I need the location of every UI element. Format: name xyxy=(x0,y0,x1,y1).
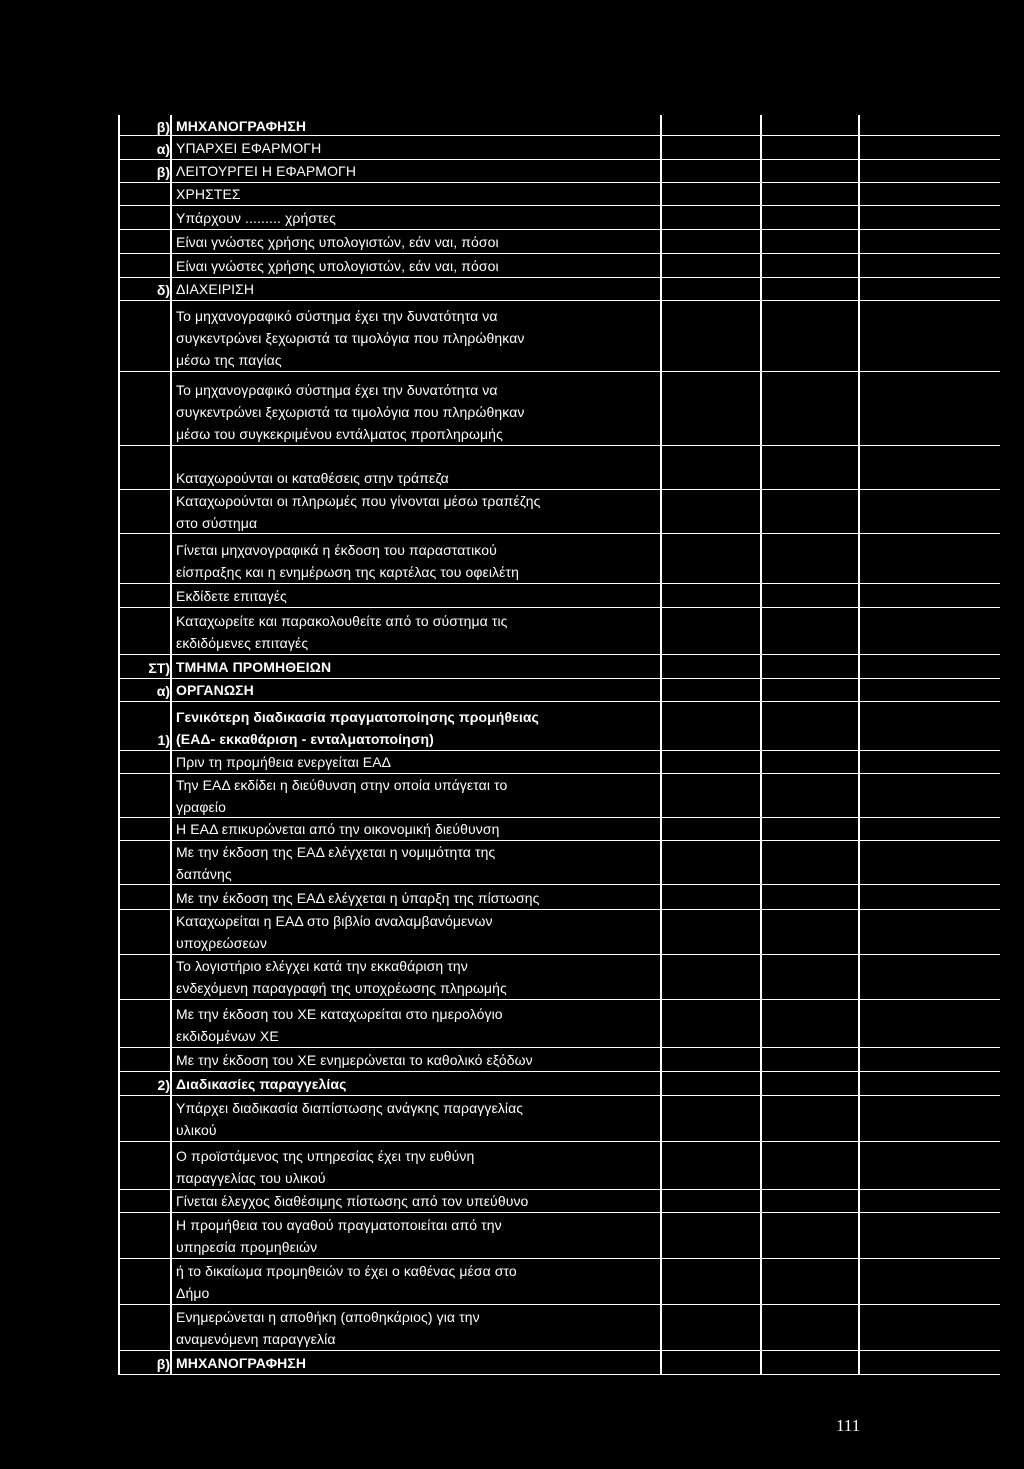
row-text: Εκδίδετε επιταγές xyxy=(176,588,287,604)
column-divider xyxy=(760,115,762,1375)
table-row xyxy=(118,774,1000,818)
row-marker: δ) xyxy=(156,282,170,298)
row-text: ΜΗΧΑΝΟΓΡΑΦΗΣΗ xyxy=(176,118,307,134)
row-text: ΤΜΗΜΑ ΠΡΟΜΗΘΕΙΩΝ xyxy=(176,659,332,675)
table-row xyxy=(118,608,1000,655)
table-row xyxy=(118,206,1000,230)
table-row xyxy=(118,910,1000,955)
row-text: Γενικότερη διαδικασία πραγματοποίησης προμήθειας (ΕΑΔ- εκκαθάριση - ενταλματοποίηση) xyxy=(176,709,539,747)
table-row xyxy=(118,136,1000,160)
row-marker: β) xyxy=(156,164,170,180)
row-text: Με την έκδοση του ΧΕ καταχωρείται στο ημερολόγιο εκδιδομένων ΧΕ xyxy=(176,1006,503,1044)
table-row xyxy=(118,1096,1000,1142)
table-row xyxy=(118,655,1000,679)
row-text: Καταχωρούνται οι καταθέσεις στην τράπεζα xyxy=(176,470,449,486)
table-row xyxy=(118,584,1000,608)
column-divider xyxy=(118,115,120,1375)
table-row xyxy=(118,490,1000,534)
table-row xyxy=(118,818,1000,841)
row-marker: 2) xyxy=(157,1077,170,1093)
table-row xyxy=(118,1351,1000,1375)
row-text: Με την έκδοση του ΧΕ ενημερώνεται το καθολικό εξόδων xyxy=(176,1052,533,1068)
page-number: 111 xyxy=(836,1416,861,1435)
table-row xyxy=(118,1048,1000,1072)
row-text: Το λογιστήριο ελέγχει κατά την εκκαθάριση την ενδεχόμενη παραγραφή της υποχρέωσης πληρωμής xyxy=(176,958,507,996)
row-text: Με την έκδοση της ΕΑΔ ελέγχεται η ύπαρξη της πίστωσης xyxy=(176,890,540,906)
row-text: Την ΕΑΔ εκδίδει η διεύθυνση στην οποία υπάγεται το γραφείο xyxy=(176,777,508,815)
table-row xyxy=(118,254,1000,278)
row-text: ΔΙΑΧΕΙΡΙΣΗ xyxy=(176,281,255,297)
row-marker: 1) xyxy=(157,732,170,748)
row-text: Καταχωρείτε και παρακολουθείτε από το σύστημα τις εκδιδόμενες επιταγές xyxy=(176,613,508,651)
table-row xyxy=(118,115,1000,136)
row-text: Με την έκδοση της ΕΑΔ ελέγχεται η νομιμότητα της δαπάνης xyxy=(176,844,496,882)
row-text: Διαδικασίες παραγγελίας xyxy=(176,1076,347,1092)
table-row xyxy=(118,1072,1000,1096)
table-row xyxy=(118,160,1000,183)
row-text: Είναι γνώστες χρήσης υπολογιστών, εάν ναι, πόσοι xyxy=(176,234,499,250)
table-row xyxy=(118,702,1000,751)
row-text: Το μηχανογραφικό σύστημα έχει την δυνατότητα να συγκεντρώνει ξεχωριστά τα τιμολόγια που πληρώθηκαν μέσω του συγκεκριμένου εντάλματος προπληρωμής xyxy=(176,382,525,442)
table-row xyxy=(118,885,1000,910)
row-marker: ΣΤ) xyxy=(148,660,170,676)
table-row xyxy=(118,955,1000,1000)
row-text: Υπάρχουν ......... χρήστες xyxy=(176,210,336,226)
table-row xyxy=(118,1000,1000,1048)
table-row xyxy=(118,1305,1000,1351)
column-divider xyxy=(660,115,662,1375)
row-text: ή το δικαίωμα προμηθειών το έχει ο καθένας μέσα στο Δήμο xyxy=(176,1263,517,1301)
table-row xyxy=(118,278,1000,301)
table-row xyxy=(118,534,1000,584)
column-divider xyxy=(170,115,172,1375)
row-text: Πριν τη προμήθεια ενεργείται ΕΑΔ xyxy=(176,754,392,770)
row-text: ΟΡΓΑΝΩΣΗ xyxy=(176,682,254,698)
row-text: ΛΕΙΤΟΥΡΓΕΙ Η ΕΦΑΡΜΟΓΗ xyxy=(176,163,357,179)
table-row xyxy=(118,841,1000,885)
table-row xyxy=(118,183,1000,206)
row-text: Υπάρχει διαδικασία διαπίστωσης ανάγκης παραγγελίας υλικού xyxy=(176,1100,524,1138)
table-row xyxy=(118,1213,1000,1259)
row-marker: α) xyxy=(156,683,170,699)
row-text: Το μηχανογραφικό σύστημα έχει την δυνατότητα να συγκεντρώνει ξεχωριστά τα τιμολόγια που πληρώθηκαν μέσω της παγίας xyxy=(176,308,525,368)
row-text: ΜΗΧΑΝΟΓΡΑΦΗΣΗ xyxy=(176,1355,307,1371)
column-divider xyxy=(858,115,860,1375)
row-text: Η ΕΑΔ επικυρώνεται από την οικονομική διεύθυνση xyxy=(176,821,500,837)
row-text: Είναι γνώστες χρήσης υπολογιστών, εάν ναι, πόσοι xyxy=(176,258,499,274)
row-text: ΥΠΑΡΧΕΙ ΕΦΑΡΜΟΓΗ xyxy=(176,140,322,156)
table-row xyxy=(118,301,1000,372)
row-text: Ενημερώνεται η αποθήκη (αποθηκάριος) για την αναμενόμενη παραγγελία xyxy=(176,1309,480,1347)
table-row xyxy=(118,372,1000,446)
row-marker: β) xyxy=(156,1356,170,1372)
table-row xyxy=(118,1259,1000,1305)
table-row xyxy=(118,466,1000,490)
row-marker: β) xyxy=(156,119,170,135)
table-row xyxy=(118,1142,1000,1190)
row-text: Ο προϊστάμενος της υπηρεσίας έχει την ευθύνη παραγγελίας του υλικού xyxy=(176,1148,475,1186)
row-text: Γίνεται μηχανογραφικά η έκδοση του παραστατικού είσπραξης και η ενημέρωση της καρτέλας του οφειλέτη xyxy=(176,542,520,580)
table-row xyxy=(118,751,1000,774)
table-row xyxy=(118,230,1000,254)
table-row xyxy=(118,1190,1000,1213)
table-row xyxy=(118,679,1000,702)
row-text: Γίνεται έλεγχος διαθέσιμης πίστωσης από τον υπεύθυνο xyxy=(176,1193,529,1209)
row-text: Καταχωρείται η ΕΑΔ στο βιβλίο αναλαμβανόμενων υποχρεώσεων xyxy=(176,913,493,951)
row-marker: α) xyxy=(156,141,170,157)
row-text: ΧΡΗΣΤΕΣ xyxy=(176,186,241,202)
row-text: Καταχωρούνται οι πληρωμές που γίνονται μέσω τραπέζης στο σύστημα xyxy=(176,493,541,531)
row-text: Η προμήθεια του αγαθού πραγματοποιείται από την υπηρεσία προμηθειών xyxy=(176,1217,502,1255)
